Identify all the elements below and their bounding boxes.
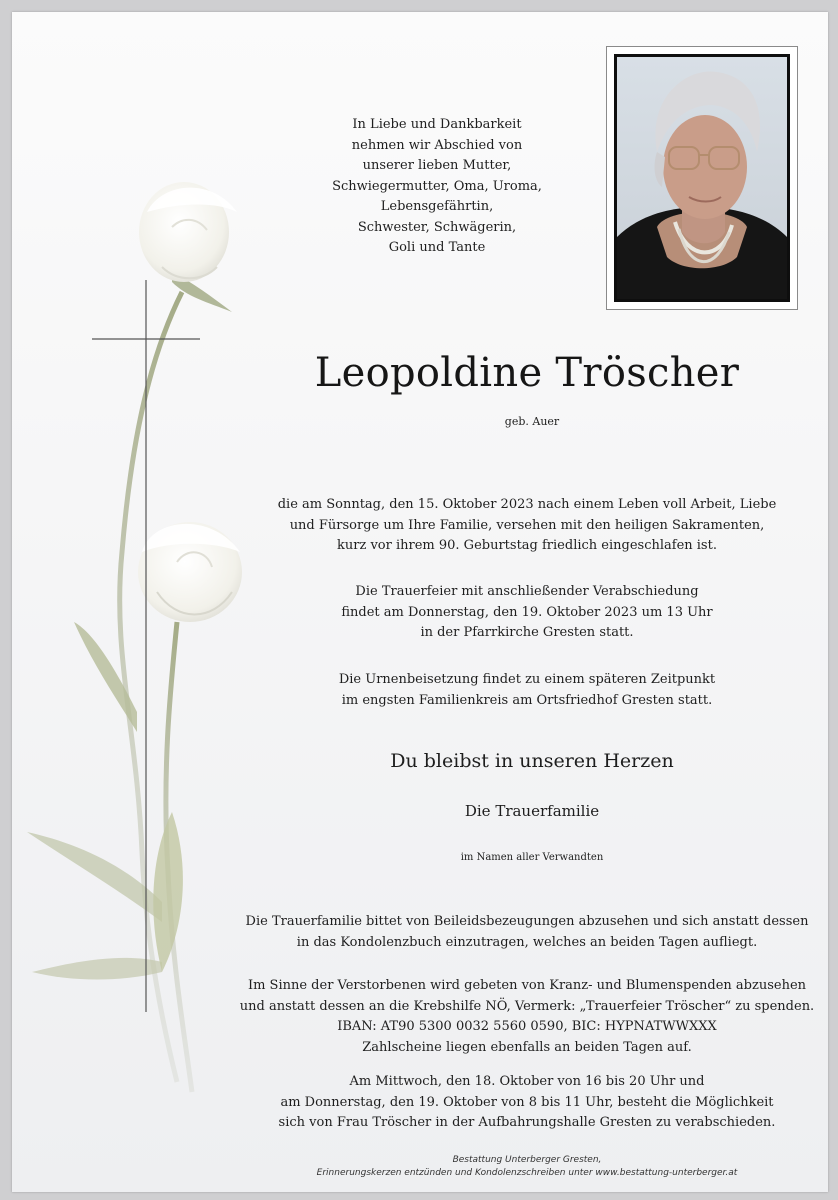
portrait-photo bbox=[617, 57, 787, 299]
portrait-border bbox=[614, 54, 790, 302]
donation-line: Zahlscheine liegen ebenfalls an beiden Tagen auf. bbox=[362, 1039, 692, 1055]
funeral-home-footer bbox=[237, 1154, 817, 1180]
viewing-line: sich von Frau Tröscher in der Aufbahrungshalle Gresten zu verabschieden. bbox=[278, 1115, 776, 1130]
intro-line: unserer lieben Mutter, bbox=[362, 158, 512, 173]
deceased-name: Leopoldine Tröscher bbox=[314, 350, 740, 396]
intro-line: Schwester, Schwägerin, bbox=[357, 219, 517, 235]
urn-line: im engsten Familienkreis am Ortsfriedhof Gresten statt. bbox=[341, 692, 713, 708]
family-signature: Die Trauerfamilie bbox=[464, 802, 600, 820]
donation-line: und anstatt dessen an die Krebshilfe NÖ, Vermerk: „Trauerfeier Tröscher“ zu spenden. bbox=[239, 998, 815, 1014]
intro-text bbox=[267, 115, 607, 259]
roses-illustration bbox=[12, 172, 252, 1102]
death-notice-line: die am Sonntag, den 15. Oktober 2023 nach einem Leben voll Arbeit, Liebe bbox=[277, 497, 777, 512]
viewing-info bbox=[237, 1072, 817, 1134]
viewing-line: Am Mittwoch, den 18. Oktober von 16 bis 20 Uhr und bbox=[349, 1074, 705, 1089]
leaf-4 bbox=[153, 812, 183, 972]
urn-line: Die Urnenbeisetzung findet zu einem späteren Zeitpunkt bbox=[338, 672, 716, 687]
rose-bottom bbox=[138, 522, 242, 622]
funeral-line: in der Pfarrkirche Gresten statt. bbox=[420, 625, 634, 640]
footer-line: Bestattung Unterberger Gresten, bbox=[452, 1155, 602, 1165]
portrait-illustration bbox=[617, 57, 787, 299]
donation-info bbox=[237, 976, 817, 1058]
donation-line: Im Sinne der Verstorbenen wird gebeten von Kranz- und Blumenspenden abzusehen bbox=[247, 978, 807, 993]
condolence-line: in das Kondolenzbuch einzutragen, welches an beiden Tagen aufliegt. bbox=[296, 934, 758, 950]
condolence-info bbox=[237, 912, 817, 953]
intro-line: Goli und Tante bbox=[388, 240, 486, 255]
relatives-note: im Namen aller Verwandten bbox=[460, 852, 604, 863]
donation-line: IBAN: AT90 5300 0032 5560 0590, BIC: HYPNATWWXXX bbox=[337, 1019, 717, 1034]
viewing-line: am Donnerstag, den 19. Oktober von 8 bis 11 Uhr, besteht die Möglichkeit bbox=[280, 1094, 774, 1110]
intro-line: Schwiegermutter, Oma, Uroma, bbox=[332, 178, 542, 194]
footer-line: Erinnerungskerzen entzünden und Kondolenzschreiben unter www.bestattung-unterberger.at bbox=[316, 1168, 738, 1178]
intro-line: In Liebe und Dankbarkeit bbox=[352, 117, 522, 132]
death-notice-line: und Fürsorge um Ihre Familie, versehen mit den heiligen Sakramenten, bbox=[289, 517, 765, 533]
leaf-1 bbox=[74, 622, 137, 732]
condolence-line: Die Trauerfamilie bittet von Beileidsbezeugungen abzusehen und sich anstatt dessen bbox=[245, 914, 809, 929]
maiden-name: geb. Auer bbox=[504, 415, 560, 428]
intro-line: Lebensgefährtin, bbox=[380, 199, 494, 214]
portrait-frame bbox=[606, 46, 798, 310]
funeral-line: Die Trauerfeier mit anschließender Verabschiedung bbox=[355, 584, 699, 599]
rose-top bbox=[139, 182, 237, 282]
motto: Du bleibst in unseren Herzen bbox=[390, 750, 674, 772]
funeral-line: findet am Donnerstag, den 19. Oktober 2023 um 13 Uhr bbox=[341, 604, 713, 620]
death-notice bbox=[237, 495, 817, 557]
death-notice-line: kurz vor ihrem 90. Geburtstag friedlich eingeschlafen ist. bbox=[337, 538, 717, 553]
urn-info bbox=[237, 670, 817, 711]
funeral-info bbox=[237, 582, 817, 644]
obituary-sheet bbox=[12, 12, 828, 1192]
intro-line: nehmen wir Abschied von bbox=[351, 137, 523, 153]
leaf-3 bbox=[32, 958, 162, 980]
